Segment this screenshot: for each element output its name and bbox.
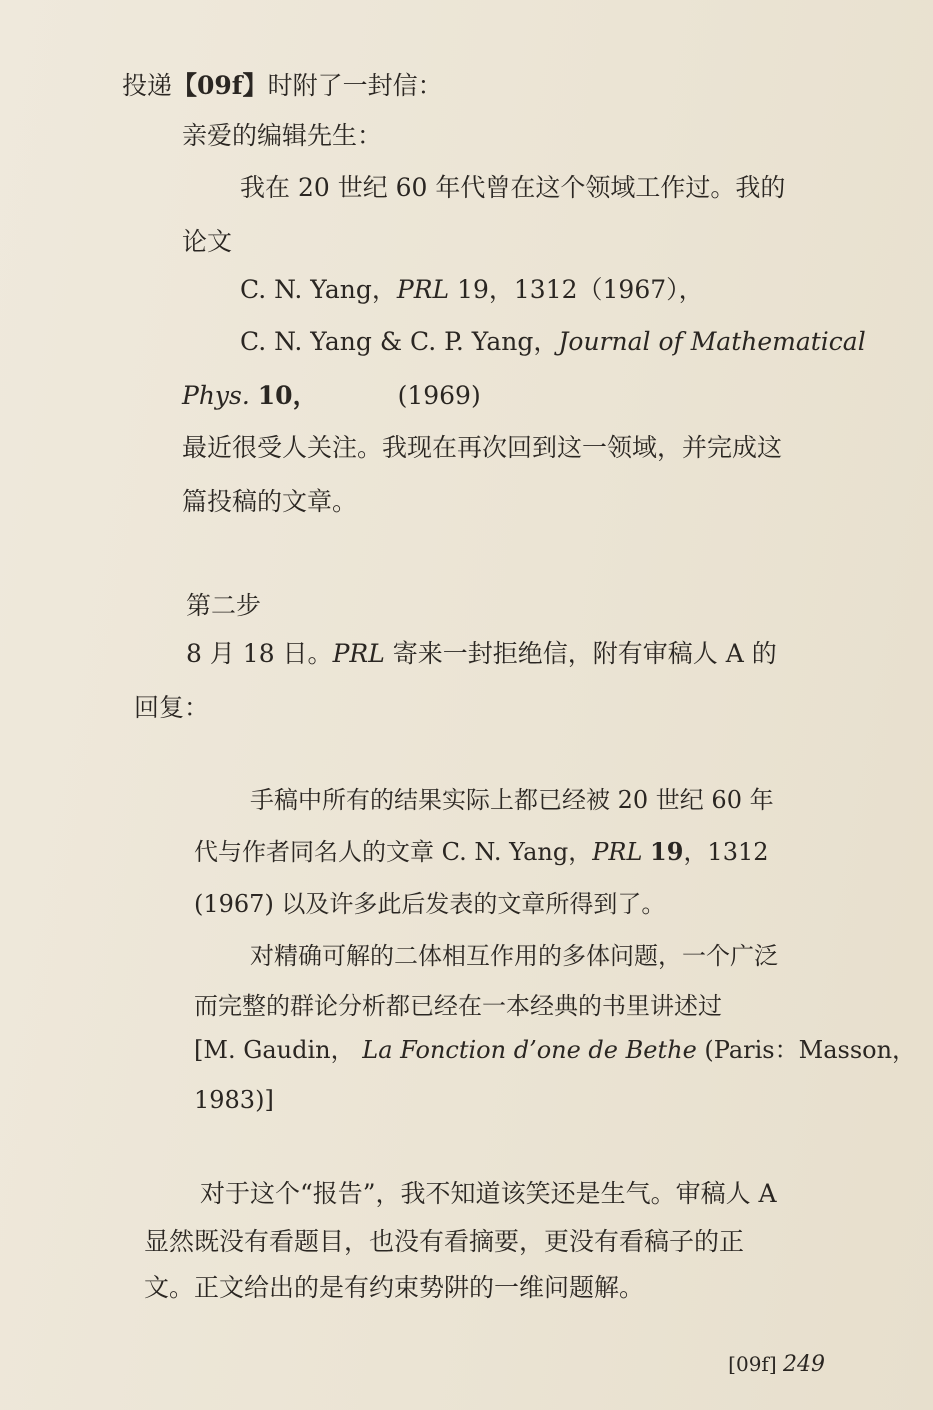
step2-line: 回复： xyxy=(134,693,210,722)
referee-quote-line: 1983)] xyxy=(194,1086,274,1114)
letter-reference-1: C. N. Yang，PRL 19，1312（1967）， xyxy=(240,275,704,304)
referee-quote-line: [M. Gaudin， La Fonction d’one de Bethe (Paris：Masson， xyxy=(194,1036,917,1064)
intro-text-after: 时附了一封信： xyxy=(267,71,443,100)
letter-body-line: 论文 xyxy=(182,227,233,256)
section-heading: 第二步 xyxy=(186,591,262,620)
letter-reference-2: C. N. Yang & C. P. Yang，Journal of Mathematical xyxy=(240,327,866,356)
page-footer xyxy=(728,1352,825,1377)
intro-tag: 【09f】 xyxy=(172,71,268,100)
referee-quote-line: (1967) 以及许多此后发表的文章所得到了。 xyxy=(194,890,666,918)
letter-salutation: 亲爱的编辑先生： xyxy=(182,121,383,150)
step2-line: 8 月 18 日。PRL 寄来一封拒绝信，附有审稿人 A 的 xyxy=(186,639,777,668)
referee-quote-line: 对精确可解的二体相互作用的多体问题，一个广泛 xyxy=(250,942,778,970)
comment-line: 文。正文给出的是有约束势阱的一维问题解。 xyxy=(144,1273,645,1302)
referee-quote-line: 而完整的群论分析都已经在一本经典的书里讲述过 xyxy=(194,992,722,1020)
page-number: 249 xyxy=(783,1352,825,1377)
intro-line xyxy=(122,70,443,102)
comment-line: 对于这个“报告”，我不知道该笑还是生气。审稿人 A xyxy=(200,1179,777,1208)
letter-body-line: 我在 20 世纪 60 年代曾在这个领域工作过。我的 xyxy=(240,173,786,202)
letter-closing-line: 篇投稿的文章。 xyxy=(182,487,358,516)
referee-quote-line: 代与作者同名人的文章 C. N. Yang，PRL 19，1312 xyxy=(194,837,769,866)
intro-text: 投递 xyxy=(122,71,173,100)
letter-closing-line: 最近很受人关注。我现在再次回到这一领域，并完成这 xyxy=(182,433,783,462)
comment-line: 显然既没有看题目，也没有看摘要，更没有看稿子的正 xyxy=(144,1227,745,1256)
referee-quote-line: 手稿中所有的结果实际上都已经被 20 世纪 60 年 xyxy=(250,786,774,814)
letter-reference-2-cont: Phys. 10， (1969) xyxy=(182,381,481,410)
footer-tag: [09f] xyxy=(728,1352,777,1376)
